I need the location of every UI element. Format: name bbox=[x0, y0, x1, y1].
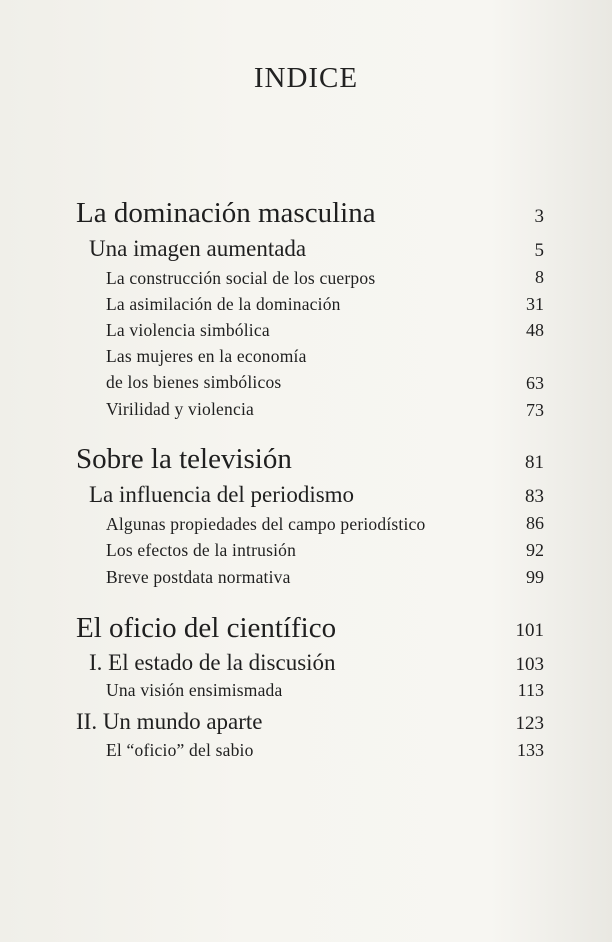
toc-page-number: 83 bbox=[525, 486, 544, 507]
toc-item-title: La violencia simbólica bbox=[106, 320, 270, 340]
toc-item-title: Una visión ensimismada bbox=[106, 680, 283, 700]
toc-section-title: Sobre la televisión bbox=[76, 443, 292, 475]
toc-page-number: 101 bbox=[515, 620, 544, 641]
toc-item-title: de los bienes simbólicos bbox=[106, 372, 282, 392]
toc-page-number: 48 bbox=[526, 320, 544, 340]
toc-page-number: 133 bbox=[517, 740, 544, 760]
toc-page-number: 92 bbox=[526, 540, 544, 560]
toc-section-title: La dominación masculina bbox=[76, 197, 376, 229]
page-title: INDICE bbox=[253, 62, 359, 94]
toc-page-number: 99 bbox=[526, 567, 544, 587]
toc-page-number: 123 bbox=[515, 713, 544, 734]
toc-subsection-title: Una imagen aumentada bbox=[89, 236, 307, 261]
toc-page-number: 113 bbox=[517, 680, 544, 700]
toc-item-title: Algunas propiedades del campo periodístico bbox=[106, 514, 426, 534]
toc-page-number: 86 bbox=[526, 513, 544, 533]
toc-item-title: Virilidad y violencia bbox=[106, 399, 254, 419]
toc-section-title: El oficio del científico bbox=[76, 612, 337, 644]
toc-subsection-title: II. Un mundo aparte bbox=[76, 709, 263, 734]
toc-subsection-title: La influencia del periodismo bbox=[89, 482, 355, 507]
toc-item-title: El “oficio” del sabio bbox=[106, 740, 254, 760]
toc-subsection-title: I. El estado de la discusión bbox=[89, 650, 336, 675]
toc-item-title: Las mujeres en la economía bbox=[106, 346, 307, 366]
toc-item-title: Los efectos de la intrusión bbox=[106, 540, 297, 560]
toc-page-number: 103 bbox=[515, 654, 544, 675]
toc-page-number: 8 bbox=[535, 267, 544, 287]
toc-item-title: La construcción social de los cuerpos bbox=[106, 268, 376, 288]
toc-page-number: 73 bbox=[526, 400, 544, 420]
toc-page-number: 31 bbox=[526, 294, 544, 314]
toc-item-title: La asimilación de la dominación bbox=[106, 294, 341, 314]
toc-page-number: 5 bbox=[534, 240, 544, 261]
toc-page-number: 3 bbox=[534, 206, 544, 227]
toc-page-number: 81 bbox=[525, 452, 544, 473]
toc-page-number: 63 bbox=[526, 373, 544, 393]
toc-item-title: Breve postdata normativa bbox=[106, 567, 291, 587]
